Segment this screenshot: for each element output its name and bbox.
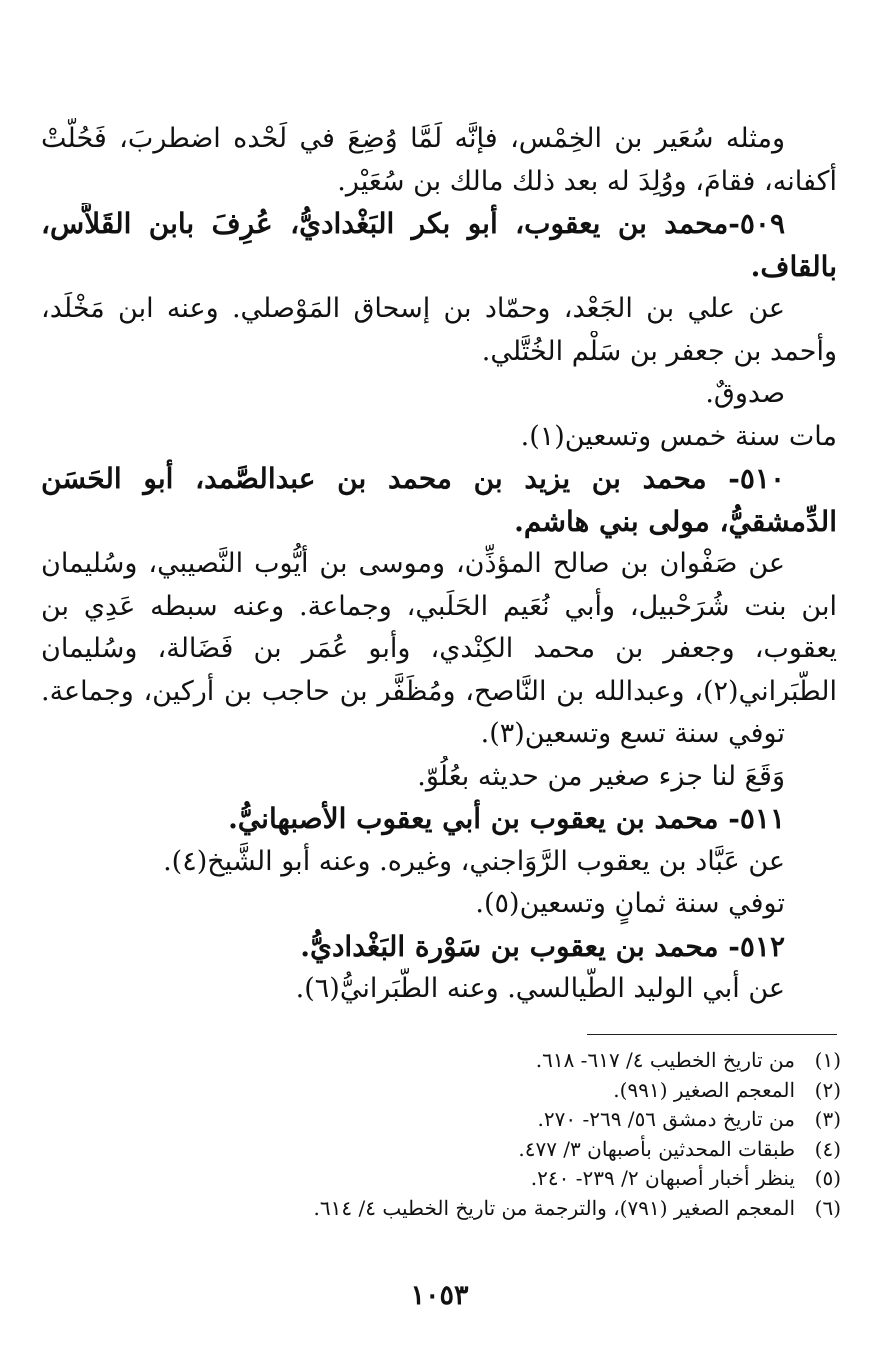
entry-heading-511: ٥١١- محمد بن يعقوب بن أبي يعقوب الأصبهانيُّ. [228,802,785,835]
footnote-text: المعجم الصغير (٩٩١). [613,1077,795,1102]
footnote-text: المعجم الصغير (٧٩١)، والترجمة من تاريخ الخطيب ٤/ ٦١٤. [313,1195,795,1220]
footnote-number: (٥) [814,1166,841,1190]
entry-heading-510-cont: الدِّمشقيُّ، مولى بني هاشم. [514,504,837,538]
footnote-text: من تاريخ الخطيب ٤/ ٦١٧- ٦١٨. [535,1048,795,1072]
footnote [41,1135,841,1165]
entry-heading-510: ٥١٠- محمد بن يزيد بن محمد بن عبدالصَّمد، أبو الحَسَن [41,462,785,495]
footnote-text: من تاريخ دمشق ٥٦/ ٢٦٩- ٢٧٠. [537,1107,795,1131]
footnote [41,1076,841,1106]
text-line: وأحمد بن جعفر بن سَلْم الخُتَّلي. [481,335,837,367]
page-number: ١٠٥٣ [410,1280,469,1311]
entry-heading-509-cont: بالقاف. [750,249,837,283]
text-line: مات سنة خمس وتسعين(١). [520,420,837,452]
text-line: يعقوب، وجعفر بن محمد الكِنْدي، وأبو عُمَر بن فَضَالة، وسُليمان [41,633,837,664]
text-line: أكفانه، فقامَ، ووُلِدَ له بعد ذلك مالك بن سُعَيْر. [337,165,837,197]
text-line: وَقَعَ لنا جزء صغير من حديثه بعُلُوّ. [417,760,785,792]
footnote-number: (٤) [814,1136,841,1161]
text-line: عن علي بن الجَعْد، وحمّاد بن إسحاق المَوْصلي. وعنه ابن مَخْلَد، [41,293,785,324]
footnote-text: ينظر أخبار أصبهان ٢/ ٢٣٩- ٢٤٠. [530,1166,795,1190]
text-line: عن صَفْوان بن صالح المؤذِّن، وموسى بن أيُّوب النَّصيبي، وسُليمان [41,548,785,579]
footnote [41,1046,841,1076]
footnote [41,1164,841,1194]
footnote-divider [587,1034,837,1035]
entry-heading-509: ٥٠٩-محمد بن يعقوب، أبو بكر البَغْداديُّ، عُرِفَ بابن القَلاَّس، [41,207,785,240]
footnotes [41,1046,841,1223]
main-text [41,118,837,1011]
text-line: عن عَبَّاد بن يعقوب الرَّوَاجني، وغيره. وعنه أبو الشَّيخ(٤). [163,845,785,877]
text-line: توفي سنة ثمانٍ وتسعين(٥). [475,888,785,919]
text-line: عن أبي الوليد الطَّيالسي. وعنه الطَّبَرانيُّ(٦). [295,973,785,1004]
footnote-number: (١) [814,1048,841,1072]
footnote-number: (٣) [814,1107,841,1131]
footnote-text: طبقات المحدثين بأصبهان ٣/ ٤٧٧. [518,1136,795,1161]
footnote-number: (٢) [814,1077,841,1102]
footnote [41,1194,841,1224]
text-line: الطَّبَراني(٢)، وعبدالله بن النَّاصح، ومُظَفَّر بن حاجب بن أركين، وجماعة. [41,675,837,707]
footnote [41,1105,841,1135]
text-line: ابن بنت شُرَحْبيل، وأبي نُعَيم الحَلَبي، وجماعة. وعنه سبطه عَدِي بن [41,590,837,622]
text-line: توفي سنة تسع وتسعين(٣). [480,718,785,749]
entry-heading-512: ٥١٢- محمد بن يعقوب بن سَوْرة البَغْداديُّ. [300,929,785,963]
text-line: صدوقٌ. [705,378,785,409]
text-line: ومثله سُعَير بن الخِمْس، فإنَّه لَمَّا وُضِعَ في لَحْده اضطربَ، فَحُلَّتْ [41,123,785,154]
footnote-number: (٦) [814,1195,841,1220]
